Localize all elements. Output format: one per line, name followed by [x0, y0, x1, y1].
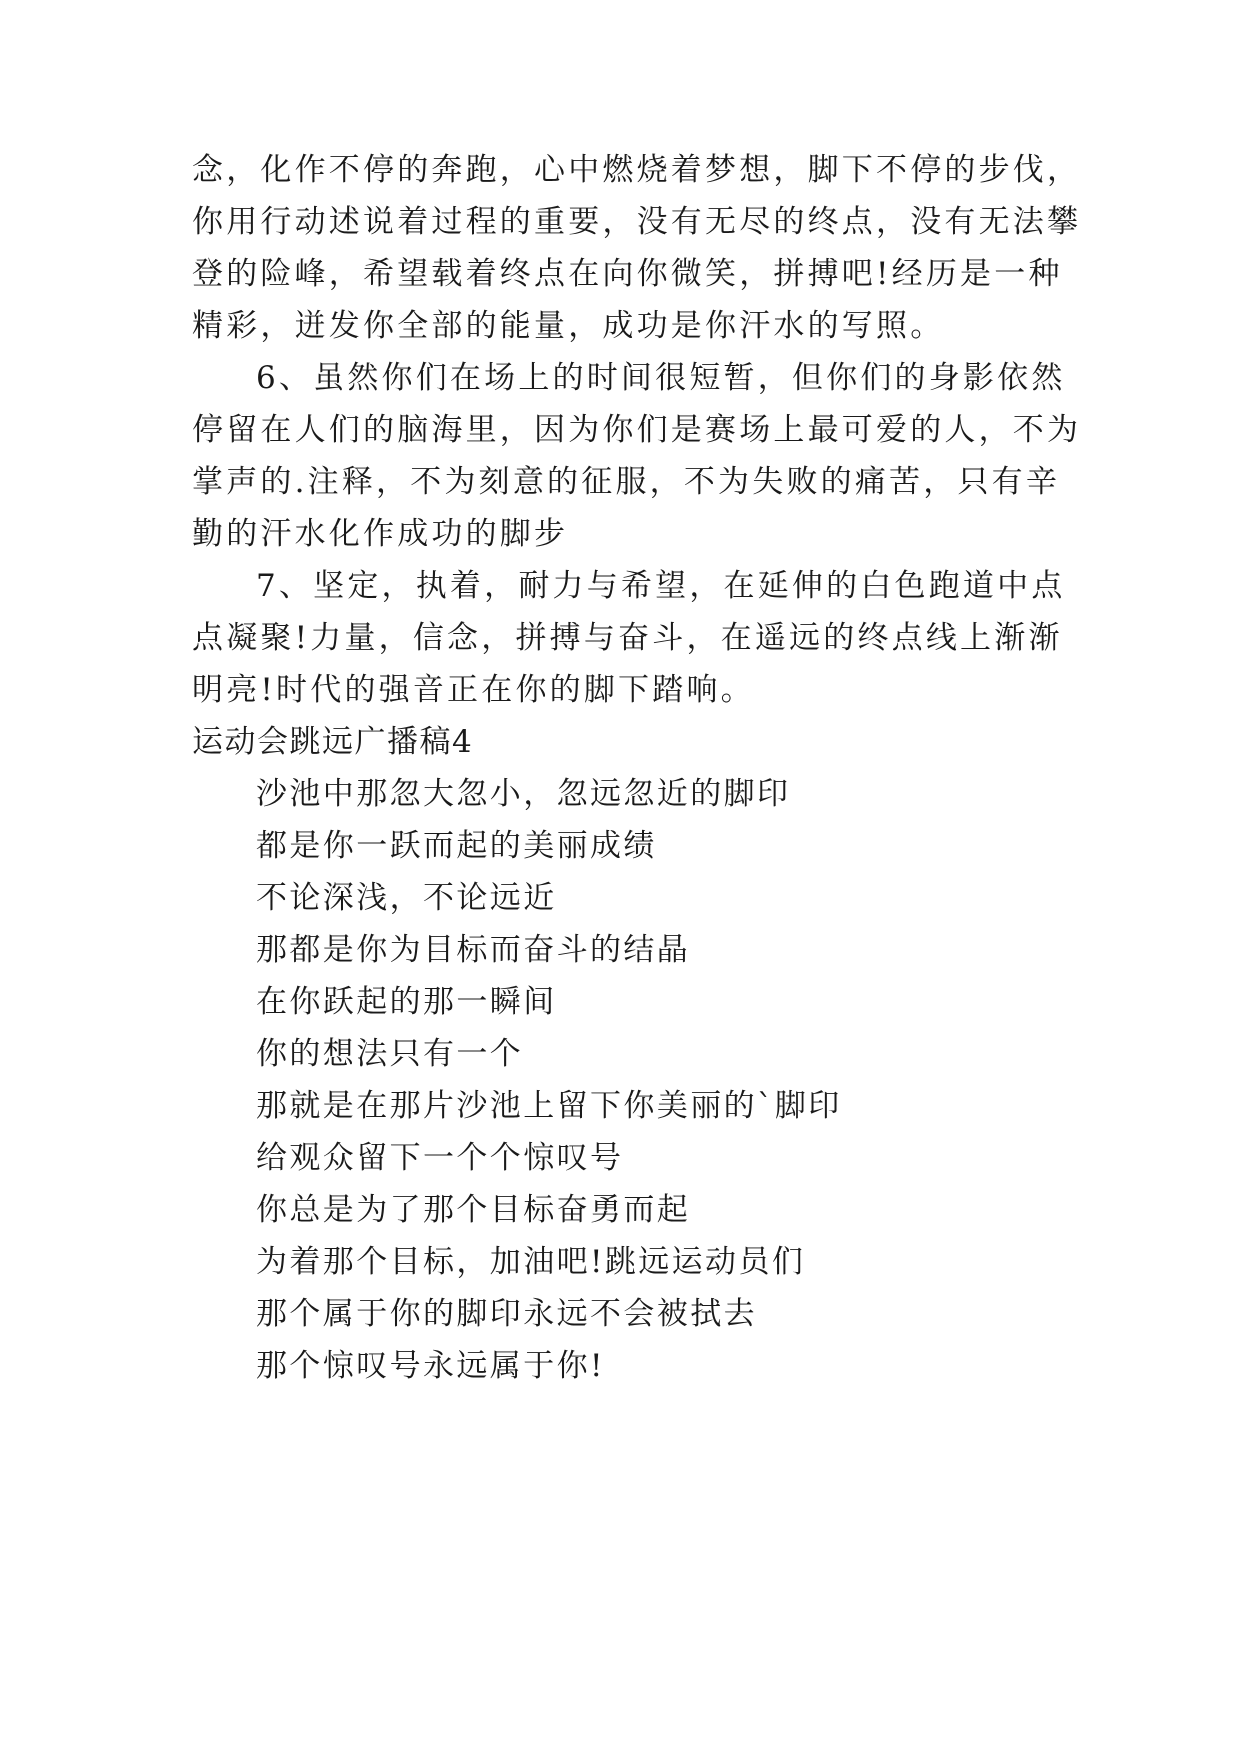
- poem-line: 在你跃起的那一瞬间: [256, 984, 557, 1020]
- paragraph-line: 点凝聚!力量，信念，拼搏与奋斗，在遥远的终点线上渐渐: [192, 620, 1063, 656]
- poem-line: 沙池中那忽大忽小，忽远忽近的脚印: [256, 776, 791, 812]
- poem-line: 你的想法只有一个: [256, 1036, 524, 1072]
- item-7-first-line: 7、坚定，执着，耐力与希望，在延伸的白色跑道中点: [256, 568, 1066, 604]
- poem-line: 那都是你为目标而奋斗的结晶: [256, 932, 691, 968]
- paragraph-line: 勤的汗水化作成功的脚步: [192, 516, 569, 552]
- paragraph-line: 登的险峰，希望载着终点在向你微笑，拼搏吧!经历是一种: [192, 256, 1063, 292]
- paragraph-line: 精彩，迸发你全部的能量，成功是你汗水的写照。: [192, 308, 945, 344]
- poem-line: 你总是为了那个目标奋勇而起: [256, 1192, 691, 1228]
- poem-line: 都是你一跃而起的美丽成绩: [256, 828, 657, 864]
- section-heading: 运动会跳远广播稿4: [192, 724, 474, 760]
- poem-line: 那个属于你的脚印永远不会被拭去: [256, 1296, 757, 1332]
- poem-line: 不论深浅，不论远近: [256, 880, 557, 916]
- item-6-first-line: 6、虽然你们在场上的时间很短暂，但你们的身影依然: [256, 360, 1066, 396]
- poem-line: 那个惊叹号永远属于你!: [256, 1348, 605, 1384]
- poem-line: 为着那个目标，加油吧!跳远运动员们: [256, 1244, 806, 1280]
- paragraph-line: 你用行动述说着过程的重要，没有无尽的终点，没有无法攀: [192, 204, 1082, 240]
- paragraph-line: 明亮!时代的强音正在你的脚下踏响。: [192, 672, 755, 708]
- paragraph-line: 掌声的.注释，不为刻意的征服，不为失败的痛苦，只有辛: [192, 464, 1061, 500]
- paragraph-line: 停留在人们的脑海里，因为你们是赛场上最可爱的人，不为: [192, 412, 1082, 448]
- paragraph-line: 念，化作不停的奔跑，心中燃烧着梦想，脚下不停的步伐，: [192, 152, 1082, 188]
- poem-line: 给观众留下一个个惊叹号: [256, 1140, 624, 1176]
- poem-line: 那就是在那片沙池上留下你美丽的`脚印: [256, 1088, 842, 1124]
